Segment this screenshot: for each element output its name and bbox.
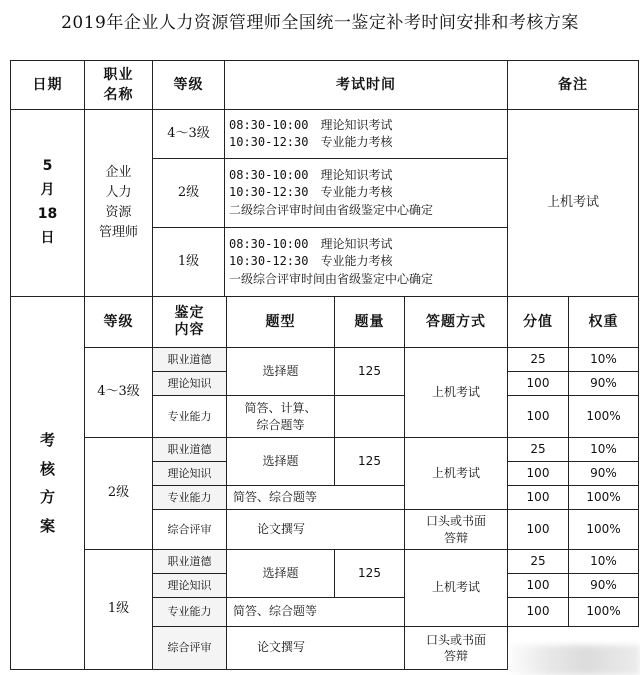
content-ethics: 职业道德 (152, 437, 227, 462)
type-skill: 简答、综合题等 (226, 597, 405, 627)
time-line: 10:30-12:30 专业能力考核 (229, 254, 393, 269)
type-skill (226, 395, 335, 438)
header-exam-time: 考试时间 (224, 60, 508, 110)
plan-header-method: 答题方式 (404, 296, 508, 348)
answer-method: 上机考试 (404, 549, 508, 627)
score-cell: 25 (507, 549, 569, 574)
weight-cell: 10% (568, 347, 639, 372)
plan-header-content-line2: 内容 (174, 322, 205, 338)
answer-method-review (404, 626, 508, 670)
plan-level-4-3: 4～3级 (84, 347, 153, 438)
content-skill: 专业能力 (152, 597, 227, 627)
type-skill-line1: 简答、计算、 (244, 401, 317, 416)
header-date: 日期 (10, 60, 85, 110)
schedule-time-1 (224, 227, 508, 297)
type-review: 论文撰写 (226, 509, 405, 550)
time-line: 一级综合评审时间由省级鉴定中心确定 (229, 271, 434, 286)
type-skill: 简答、综合题等 (226, 485, 405, 510)
plan-label-char: 案 (39, 516, 55, 535)
content-theory: 理论知识 (152, 371, 227, 396)
schedule-level-4-3: 4～3级 (152, 109, 225, 159)
weight-cell: 10% (568, 437, 639, 462)
weight-cell: 10% (568, 549, 639, 574)
score-cell: 100 (507, 573, 569, 598)
type-choice: 选择题 (226, 347, 335, 396)
occupation-line-1: 企业 (105, 164, 132, 180)
method-review-line2: 答辩 (443, 530, 468, 545)
plan-label-char: 方 (39, 488, 55, 506)
content-theory: 理论知识 (152, 573, 227, 598)
time-line: 10:30-12:30 专业能力考核 (229, 135, 393, 149)
question-count: 125 (334, 549, 405, 598)
schedule-level-2: 2级 (152, 158, 225, 228)
header-occupation (84, 60, 153, 110)
question-count: 125 (334, 437, 405, 486)
score-cell: 100 (507, 461, 569, 486)
score-cell: 100 (507, 597, 569, 627)
method-review-line1: 口头或书面 (425, 514, 486, 529)
weight-cell: 100% (568, 395, 639, 438)
content-theory: 理论知识 (152, 461, 227, 486)
plan-header-count: 题量 (334, 296, 405, 348)
plan-header-score: 分值 (507, 296, 569, 348)
score-cell: 100 (507, 371, 569, 396)
schedule-level-1: 1级 (152, 227, 225, 297)
method-review-line1: 口头或书面 (425, 632, 486, 647)
header-remark: 备注 (507, 60, 639, 110)
score-cell: 25 (507, 347, 569, 372)
time-line: 二级综合评审时间由省级鉴定中心确定 (229, 202, 434, 217)
plan-level-1: 1级 (84, 549, 153, 670)
method-review-line2: 答辩 (443, 649, 468, 663)
plan-header-level: 等级 (84, 296, 153, 348)
header-occupation-line1: 职业 (103, 66, 134, 83)
weight-cell: 90% (568, 461, 639, 486)
date-day-part-2: 月 (40, 182, 55, 199)
content-ethics: 职业道德 (152, 347, 227, 372)
occupation-line-3: 资源 (105, 205, 132, 220)
occupation-line-2: 人力 (105, 184, 132, 200)
schedule-remark: 上机考试 (507, 109, 639, 297)
plan-label-char: 核 (39, 459, 55, 478)
schedule-time-2 (224, 158, 508, 228)
weight-cell: 90% (568, 371, 639, 396)
question-count: 125 (334, 347, 405, 396)
page-title: 2019年企业人力资源管理师全国统一鉴定补考时间安排和考核方案 (61, 13, 579, 33)
header-level: 等级 (152, 60, 225, 110)
time-line: 08:30-10:00 理论知识考试 (229, 167, 393, 182)
date-day-part-4: 日 (40, 229, 55, 246)
answer-method: 上机考试 (404, 347, 508, 438)
plan-header-type: 题型 (226, 296, 335, 348)
schedule-time-4-3 (224, 109, 508, 159)
type-choice: 选择题 (226, 437, 335, 486)
assessment-plan-label (10, 296, 85, 670)
plan-header-weight: 权重 (568, 296, 639, 348)
weight-cell: 90% (568, 573, 639, 598)
exam-date (10, 109, 85, 297)
weight-cell: 100% (568, 485, 639, 510)
exam-table (10, 60, 639, 670)
occupation-line-4: 管理师 (98, 225, 138, 241)
time-line: 10:30-12:30 专业能力考核 (229, 185, 393, 200)
plan-level-2: 2级 (84, 437, 153, 550)
answer-method: 上机考试 (404, 437, 508, 510)
time-line: 08:30-10:00 理论知识考试 (229, 236, 393, 251)
plan-label-char: 考 (39, 431, 55, 449)
answer-method-review (404, 509, 508, 550)
time-line: 08:30-10:00 理论知识考试 (229, 117, 393, 132)
question-count-empty (334, 395, 405, 438)
plan-header-content-line1: 鉴定 (174, 304, 205, 321)
type-skill-line2: 综合题等 (256, 417, 305, 432)
weight-cell: 100% (568, 597, 639, 627)
type-choice: 选择题 (226, 549, 335, 598)
content-review: 综合评审 (152, 509, 227, 550)
plan-header-content (152, 296, 227, 348)
date-day-part-3: 18 (37, 206, 58, 222)
content-review: 综合评审 (152, 626, 227, 670)
type-review: 论文撰写 (226, 626, 405, 670)
weight-cell: 100% (568, 509, 639, 550)
score-cell: 25 (507, 437, 569, 462)
content-skill: 专业能力 (152, 485, 227, 510)
date-day-part-1: 5 (42, 158, 53, 175)
score-cell: 100 (507, 485, 569, 510)
header-occupation-line2: 名称 (103, 87, 134, 103)
occupation-name (84, 109, 153, 297)
score-cell: 100 (507, 509, 569, 550)
score-cell: 100 (507, 395, 569, 438)
content-ethics: 职业道德 (152, 549, 227, 574)
content-skill: 专业能力 (152, 395, 227, 438)
blurred-watermark (505, 645, 640, 675)
